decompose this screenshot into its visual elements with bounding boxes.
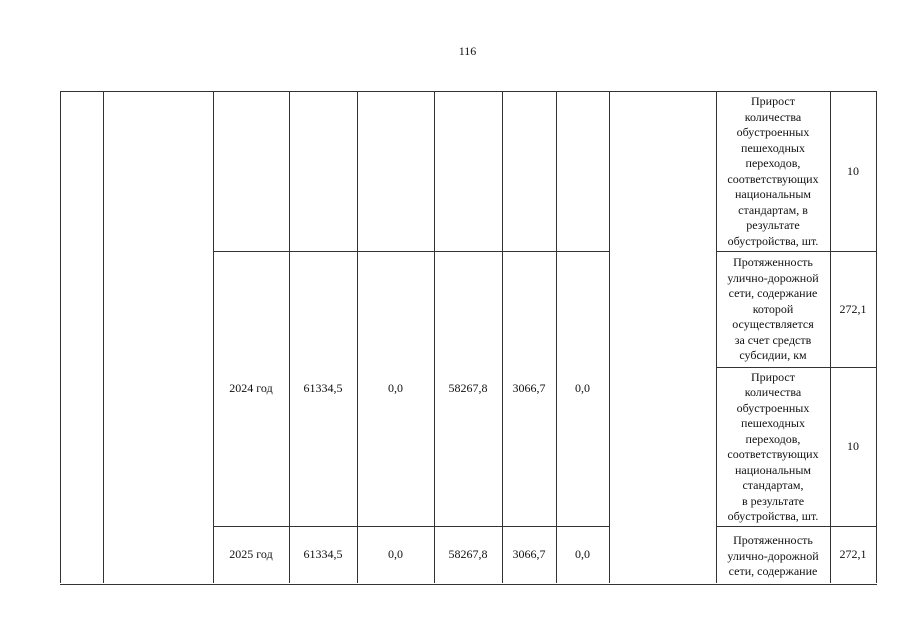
table-cell-value: 58267,8 [448,547,488,562]
table-cell-value: 0,0 [575,381,590,396]
indicator-value: 10 [847,439,859,454]
table-column-divider [609,91,610,583]
table-border-right [876,91,877,583]
indicator-value: 10 [847,163,859,178]
table-cell-year: 2024 год [229,381,273,396]
table-cell-value: 3066,7 [512,381,546,396]
indicator-value: 272,1 [839,301,867,316]
table-cell-value: 0,0 [388,381,403,396]
table-cell-value: 58267,8 [448,381,488,396]
table-cell-total: 61334,5 [303,381,343,396]
table-cell-total: 61334,5 [303,547,343,562]
table-cell-value: 0,0 [388,547,403,562]
table-cell-value: 0,0 [575,547,590,562]
indicator-name: Прирост количества обустроенных пешеходных переходов, соответствующих национальным стандартам, в результате обустройства, шт. [727,94,819,248]
indicator-name: Прирост количества обустроенных пешеходных переходов, соответствующих национальным стандартам, в результате обустройства, шт. [727,369,819,523]
indicator-name: Протяженность улично-дорожной сети, содержание [727,533,819,578]
indicator-value: 272,1 [839,547,867,562]
table-cell-value: 3066,7 [512,547,546,562]
table-cell-year: 2025 год [229,547,273,562]
table-column-divider [103,91,104,583]
indicator-name: Протяженность улично-дорожной сети, содержание которой осуществляется за счет средств субсидии, км [727,255,819,363]
table-border-left [60,91,61,583]
page-number: 116 [458,44,477,58]
